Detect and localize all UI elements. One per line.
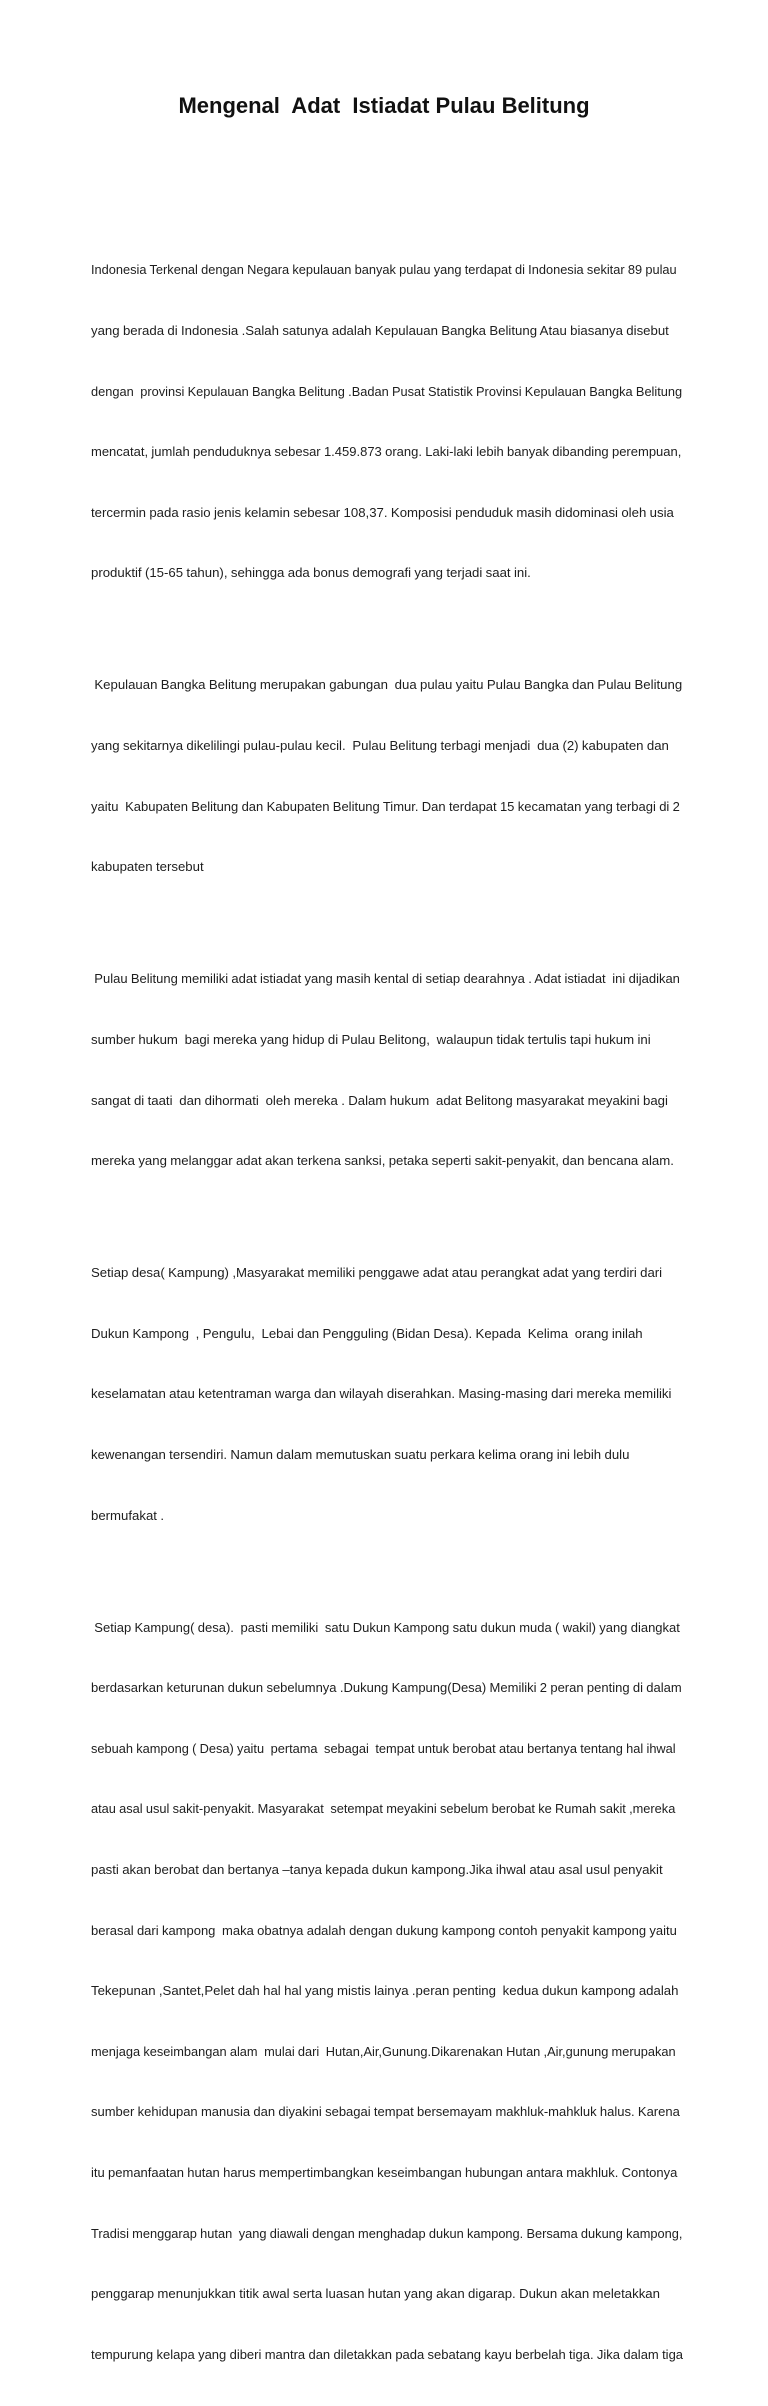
text-line: berasal dari kampong maka obatnya adalah dengan dukung kampong contoh penyakit kampong yaitu [91, 1922, 677, 1938]
text-line: itu pemanfaatan hutan harus mempertimbangkan keseimbangan hubungan antara makhluk. Contonya [91, 2165, 678, 2181]
text-line: sebuah kampong ( Desa) yaitu pertama sebagai tempat untuk berobat atau bertanya tentang hal ihwal [91, 1740, 676, 1756]
text-line: dengan provinsi Kepulauan Bangka Belitung .Badan Pusat Statistik Provinsi Kepulauan Bangka Belitung [91, 383, 683, 399]
text-line: mencatat, jumlah penduduknya sebesar 1.459.873 orang. Laki-laki lebih banyak dibanding perempuan, [91, 444, 682, 460]
text-line: produktif (15-65 tahun), sehingga ada bonus demografi yang terjadi saat ini. [91, 565, 531, 581]
text-line: menjaga keseimbangan alam mulai dari Hutan,Air,Gunung.Dikarenakan Hutan ,Air,gunung merupakan [91, 2043, 676, 2059]
text-line: pasti akan berobat dan bertanya –tanya kepada dukun kampong.Jika ihwal atau asal usul penyakit [91, 1862, 663, 1878]
text-line: Tradisi menggarap hutan yang diawali dengan menghadap dukun kampong. Bersama dukung kampong, [91, 2225, 683, 2241]
text-line: Indonesia Terkenal dengan Negara kepulauan banyak pulau yang terdapat di Indonesia sekitar 89 pulau [91, 262, 677, 278]
text-line: mereka yang melanggar adat akan terkena sanksi, petaka seperti sakit-penyakit, dan bencana alam. [91, 1153, 674, 1169]
text-line: Pulau Belitung memiliki adat istiadat yang masih kental di setiap dearahnya . Adat istiadat ini dijadikan [91, 971, 680, 987]
paragraph [91, 1577, 683, 2405]
paragraph [91, 1223, 683, 1566]
document-title: Mengenal Adat Istiadat Pulau Belitung [178, 93, 590, 118]
text-line: tercermin pada rasio jenis kelamin sebesar 108,37. Komposisi penduduk masih didominasi oleh usia [91, 504, 674, 520]
paragraph [91, 220, 683, 624]
text-line: sumber kehidupan manusia dan diyakini sebagai tempat bersemayam makhluk-mahkluk halus. Karena [91, 2104, 680, 2120]
text-line: atau asal usul sakit-penyakit. Masyarakat setempat meyakini sebelum berobat ke Rumah sakit ,mereka [91, 1801, 676, 1817]
text-line: Setiap Kampung( desa). pasti memiliki satu Dukun Kampong satu dukun muda ( wakil) yang diangkat [91, 1619, 680, 1635]
text-line: sangat di taati dan dihormati oleh mereka . Dalam hukum adat Belitong masyarakat meyakini bagi [91, 1092, 668, 1108]
text-line: penggarap menunjukkan titik awal serta luasan hutan yang akan digarap. Dukun akan meletakkan [91, 2286, 660, 2302]
text-line: sumber hukum bagi mereka yang hidup di Pulau Belitong, walaupun tidak tertulis tapi hukum ini [91, 1031, 651, 1047]
text-line: yaitu Kabupaten Belitung dan Kabupaten Belitung Timur. Dan terdapat 15 kecamatan yang terbagi di 2 [91, 798, 680, 814]
text-line: keselamatan atau ketentraman warga dan wilayah diserahkan. Masing-masing dari mereka memiliki [91, 1386, 672, 1402]
text-line: Tekepunan ,Santet,Pelet dah hal hal yang mistis lainya .peran penting kedua dukun kampong adalah [91, 1983, 679, 1999]
text-line: Setiap desa( Kampung) ,Masyarakat memiliki penggawe adat atau perangkat adat yang terdiri dari [91, 1265, 663, 1281]
text-line: berdasarkan keturunan dukun sebelumnya .Dukung Kampung(Desa) Memiliki 2 peran penting di dalam [91, 1680, 682, 1696]
document-body [91, 220, 683, 2406]
text-line: yang sekitarnya dikelilingi pulau-pulau kecil. Pulau Belitung terbagi menjadi dua (2) kabupaten dan [91, 738, 669, 754]
text-line: bermufakat . [91, 1507, 164, 1523]
paragraph [91, 635, 683, 918]
text-line: Dukun Kampong , Pengulu, Lebai dan Pengguling (Bidan Desa). Kepada Kelima orang inilah [91, 1325, 643, 1341]
text-line: yang berada di Indonesia .Salah satunya adalah Kepulauan Bangka Belitung Atau biasanya disebut [91, 323, 669, 339]
text-line: kabupaten tersebut [91, 859, 204, 875]
text-line: kewenangan tersendiri. Namun dalam memutuskan suatu perkara kelima orang ini lebih dulu [91, 1446, 630, 1462]
paragraph [91, 929, 683, 1212]
text-line: Kepulauan Bangka Belitung merupakan gabungan dua pulau yaitu Pulau Bangka dan Pulau Belitung [91, 677, 683, 693]
text-line: tempurung kelapa yang diberi mantra dan diletakkan pada sebatang kayu berbelah tiga. Jika dalam tiga [91, 2346, 684, 2362]
